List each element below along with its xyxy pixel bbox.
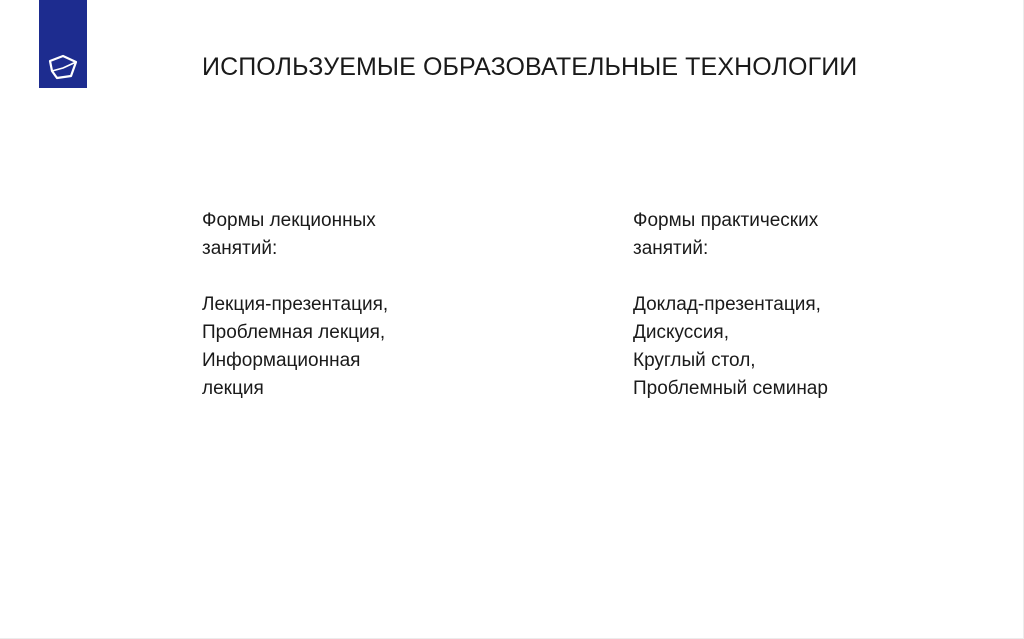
list-item: Проблемная лекция, [202, 322, 386, 343]
column-heading-line: Формы лекционных [202, 210, 376, 231]
list-item: Проблемный семинар [633, 378, 828, 399]
list-item: Лекция-презентация, [202, 294, 389, 315]
logo-badge [39, 0, 87, 88]
list-item: Дискуссия, [633, 322, 729, 343]
lecture-forms-column [202, 207, 388, 403]
book-outline-icon [46, 49, 80, 83]
list-item: Круглый стол, [633, 350, 756, 371]
practice-forms-column [633, 207, 828, 403]
list-item: Доклад-презентация, [633, 294, 821, 315]
column-heading-line: занятий: [202, 238, 278, 259]
list-item: Информационная [202, 350, 361, 371]
list-item: лекция [202, 378, 264, 399]
column-heading-line: Формы практических [633, 210, 819, 231]
slide-title: ИСПОЛЬЗУЕМЫЕ ОБРАЗОВАТЕЛЬНЫЕ ТЕХНОЛОГИИ [202, 53, 858, 81]
column-heading-line: занятий: [633, 238, 709, 259]
